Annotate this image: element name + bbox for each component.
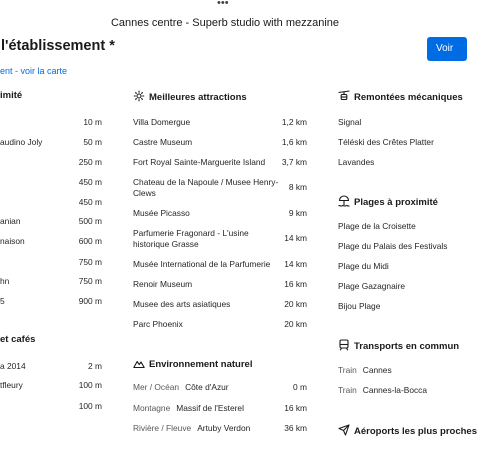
nature-distance: 36 km xyxy=(284,423,307,433)
nature-item xyxy=(133,423,250,433)
section-title-beaches xyxy=(338,195,438,208)
nearby-item-name: anian xyxy=(0,216,21,226)
nearby-item-distance: 900 m xyxy=(78,296,102,306)
transport-category: Train xyxy=(338,365,357,375)
attraction-distance: 20 km xyxy=(284,299,307,309)
nearby-item-distance: 250 m xyxy=(78,157,102,167)
attraction-distance: 8 km xyxy=(288,182,307,192)
attraction-name: Chateau de la Napoule / Musee Henry- xyxy=(133,177,279,187)
nature-category: Mer / Océan xyxy=(133,382,180,392)
transport-item xyxy=(338,365,392,375)
beach-item: Plage du Midi xyxy=(338,261,389,271)
nature-distance: 16 km xyxy=(284,403,307,413)
plane-icon xyxy=(338,424,350,436)
attraction-distance: 9 km xyxy=(288,208,307,218)
section-title-nature xyxy=(133,357,252,370)
nature-name: Massif de l'Esterel xyxy=(176,403,244,413)
cafe-item-distance: 2 m xyxy=(88,361,102,371)
cafe-item-distance: 100 m xyxy=(78,401,102,411)
attraction-name: Renoir Museum xyxy=(133,279,193,289)
attraction-name: Musée International de la Parfumerie xyxy=(133,259,271,269)
nearby-item-name: naison xyxy=(0,236,25,246)
attractions-icon xyxy=(133,90,145,102)
section-title-attractions xyxy=(133,90,247,103)
ski-lift-item: Lavandes xyxy=(338,157,375,167)
nearby-item-distance: 750 m xyxy=(78,257,102,267)
attraction-distance: 14 km xyxy=(284,259,307,269)
cafe-item-name: tfleury xyxy=(0,380,23,390)
attraction-name: Parfumerie Fragonard - L'usine xyxy=(133,228,249,238)
attraction-distance: 1,6 km xyxy=(281,137,307,147)
see-map-link[interactable]: ent - voir la carte xyxy=(0,66,68,76)
window-title: Cannes centre - Superb studio with mezzanine xyxy=(110,17,340,29)
section-title-text: Aéroports les plus proches xyxy=(354,426,477,437)
section-title-text: Plages à proximité xyxy=(354,197,438,208)
attraction-distance: 14 km xyxy=(284,233,307,243)
window-menu-dots[interactable]: ••• xyxy=(217,0,229,9)
nature-category: Montagne xyxy=(133,403,171,413)
nature-item xyxy=(133,403,244,413)
section-title-text: Meilleures attractions xyxy=(149,92,247,103)
beach-item: Plage Gazagnaire xyxy=(338,281,406,291)
transport-name: Cannes-la-Bocca xyxy=(362,385,428,395)
beach-item: Bijou Plage xyxy=(338,301,381,311)
transport-item xyxy=(338,385,427,395)
attraction-name: Fort Royal Sainte-Marguerite Island xyxy=(133,157,266,167)
ski-lift-item: Signal xyxy=(338,117,362,127)
section-title-nearby: imité xyxy=(0,90,23,101)
train-icon xyxy=(338,339,350,351)
nature-item xyxy=(133,382,229,392)
beach-item: Plage du Palais des Festivals xyxy=(338,241,448,251)
see-availability-button[interactable]: Voir xyxy=(427,37,467,61)
nearby-item-name: hn xyxy=(0,276,10,286)
nearby-item-distance: 500 m xyxy=(78,216,102,226)
nearby-item-distance: 600 m xyxy=(78,236,102,246)
nearby-item-name: 5 xyxy=(0,296,5,306)
page-heading: l'établissement * xyxy=(1,38,115,54)
section-title-ski-lifts xyxy=(338,90,463,103)
attraction-name: Musée Picasso xyxy=(133,208,190,218)
attraction-distance: 3,7 km xyxy=(281,157,307,167)
cafe-item-name: a 2014 xyxy=(0,361,26,371)
nearby-item-name: audino Joly xyxy=(0,137,43,147)
section-title-text: Environnement naturel xyxy=(149,359,253,370)
nature-name: Artuby Verdon xyxy=(197,423,251,433)
nature-name: Côte d'Azur xyxy=(185,382,229,392)
nature-distance: 0 m xyxy=(293,382,307,392)
section-title-cafes: et cafés xyxy=(0,334,36,345)
beach-icon xyxy=(338,195,350,207)
beach-item: Plage de la Croisette xyxy=(338,221,416,231)
attraction-name: Clews xyxy=(133,188,156,198)
section-title-text: Transports en commun xyxy=(354,341,460,352)
nearby-item-distance: 750 m xyxy=(78,276,102,286)
nearby-item-distance: 450 m xyxy=(78,197,102,207)
section-title-transport xyxy=(338,339,459,352)
attraction-distance: 20 km xyxy=(284,319,307,329)
attraction-distance: 16 km xyxy=(284,279,307,289)
attraction-name: historique Grasse xyxy=(133,239,199,249)
attraction-distance: 1,2 km xyxy=(281,117,307,127)
attraction-name: Musee des arts asiatiques xyxy=(133,299,231,309)
section-title-airports xyxy=(338,424,477,437)
section-title-text: Remontées mécaniques xyxy=(354,92,463,103)
ski-lift-icon xyxy=(338,90,350,102)
attraction-name: Parc Phoenix xyxy=(133,319,183,329)
attraction-name: Villa Domergue xyxy=(133,117,191,127)
attraction-name: Castre Museum xyxy=(133,137,193,147)
cafe-item-distance: 100 m xyxy=(78,380,102,390)
nearby-item-distance: 10 m xyxy=(83,117,102,127)
nature-icon xyxy=(133,357,145,369)
transport-name: Cannes xyxy=(362,365,392,375)
nature-category: Rivière / Fleuve xyxy=(133,423,192,433)
ski-lift-item: Téléski des Crêtes Platter xyxy=(338,137,434,147)
nearby-item-distance: 50 m xyxy=(83,137,102,147)
transport-category: Train xyxy=(338,385,357,395)
nearby-item-distance: 450 m xyxy=(78,177,102,187)
